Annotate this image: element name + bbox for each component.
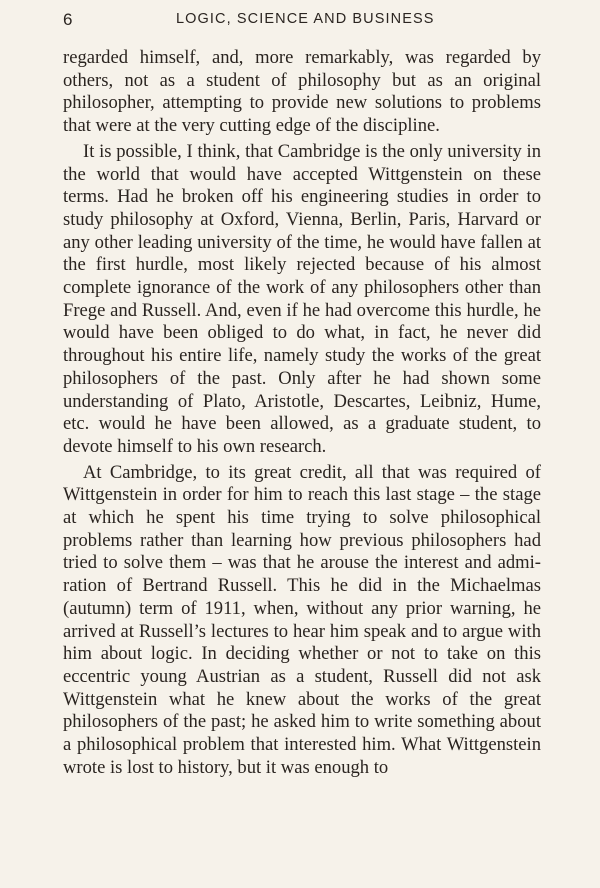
page-number: 6	[63, 10, 73, 29]
paragraph: At Cambridge, to its great credit, all that was required of Wittgenstein in order for him to reach this last stage – the stage at which he spent his time trying to solve philosophical problems rather than learning how previous philosophers had tried to solve them – was that he arouse the interest and admiration of Bertrand Russell. This he did in the Michaelmas (autumn) term of 1911, when, without any prior warning, he arrived at Russell’s lectures to hear him speak and to argue with him about logic. In deciding whether or not to take on this eccentric young Austrian as a student, Russell did not ask Wittgenstein what he knew about the works of the great philosophers of the past; he asked him to write something about a philosophical problem that interested him. What Wittgenstein wrote is lost to history, but it was enough to	[63, 461, 541, 778]
paragraph: It is possible, I think, that Cambridge is the only university in the world that would have accepted Wittgenstein on these terms. Had he broken off his engineering studies in order to study philosophy at Oxford, Vienna, Berlin, Paris, Harvard or any other leading university of the time, he would have fallen at the first hurdle, most likely rejected because of his almost complete ignorance of the work of any philosophers other than Frege and Russell. And, even if he had overcome this hurdle, he would have been obliged to do what, in fact, he never did throughout his entire life, namely study the works of the great philosophers of the past. Only after he had shown some understanding of Plato, Aristotle, Descartes, Leibniz, Hume, etc. would he have been allowed, as a graduate student, to devote himself to his own research.	[63, 140, 541, 457]
body-text	[63, 47, 541, 780]
page-header	[0, 10, 600, 30]
running-head: LOGIC, SCIENCE AND BUSINESS	[176, 11, 435, 27]
paragraph-continued: regarded himself, and, more remarkably, was regarded by others, not as a student of philosophy but as an original philosopher, attempting to provide new solutions to problems that were at the very cutting edge of the discipline.	[63, 47, 541, 137]
